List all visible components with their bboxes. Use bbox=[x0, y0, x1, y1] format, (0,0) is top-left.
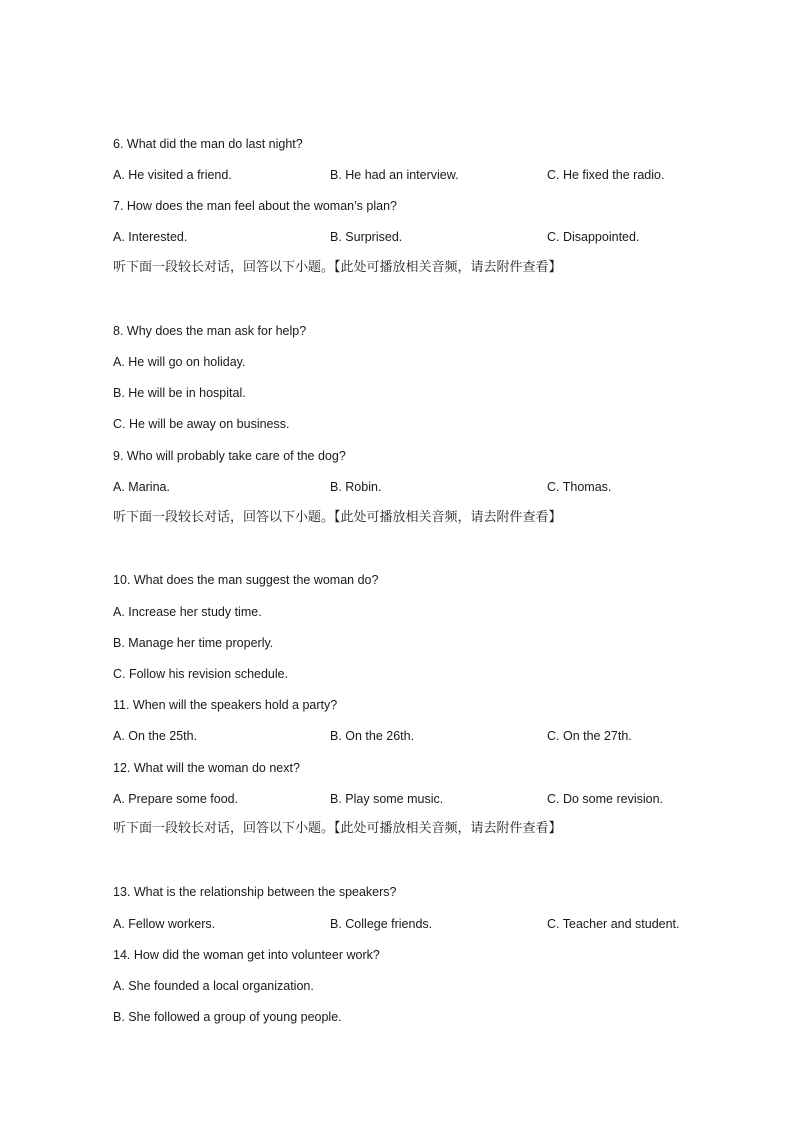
q6-option-b: B. He had an interview. bbox=[330, 168, 459, 182]
question-13: 13. What is the relationship between the speakers? bbox=[113, 885, 397, 899]
listening-instruction: 听下面一段较长对话，回答以下小题。【此处可播放相关音频，请去附件查看】 bbox=[113, 260, 562, 275]
question-12: 12. What will the woman do next? bbox=[113, 761, 300, 775]
q11-option-b: B. On the 26th. bbox=[330, 729, 415, 743]
q10-option-c: C. Follow his revision schedule. bbox=[113, 667, 289, 681]
q14-option-a: A. She founded a local organization. bbox=[113, 979, 314, 993]
q10-option-b: B. Manage her time properly. bbox=[113, 636, 274, 650]
question-6: 6. What did the man do last night? bbox=[113, 137, 303, 151]
q7-option-a: A. Interested. bbox=[113, 230, 188, 244]
q13-option-b: B. College friends. bbox=[330, 917, 433, 931]
q8-option-c: C. He will be away on business. bbox=[113, 417, 290, 431]
q11-option-c: C. On the 27th. bbox=[547, 729, 632, 743]
q6-option-c: C. He fixed the radio. bbox=[547, 168, 665, 182]
listening-instruction: 听下面一段较长对话，回答以下小题。【此处可播放相关音频，请去附件查看】 bbox=[113, 510, 562, 525]
question-8: 8. Why does the man ask for help? bbox=[113, 324, 307, 338]
q12-option-a: A. Prepare some food. bbox=[113, 792, 239, 806]
q12-option-b: B. Play some music. bbox=[330, 792, 444, 806]
question-11: 11. When will the speakers hold a party? bbox=[113, 698, 338, 712]
q12-option-c: C. Do some revision. bbox=[547, 792, 664, 806]
q9-option-a: A. Marina. bbox=[113, 480, 170, 494]
question-10: 10. What does the man suggest the woman do? bbox=[113, 573, 379, 587]
q8-option-a: A. He will go on holiday. bbox=[113, 355, 246, 369]
q13-option-c: C. Teacher and student. bbox=[547, 917, 680, 931]
question-7: 7. How does the man feel about the woman’s plan? bbox=[113, 199, 397, 213]
q9-option-b: B. Robin. bbox=[330, 480, 382, 494]
q10-option-a: A. Increase her study time. bbox=[113, 605, 262, 619]
question-9: 9. Who will probably take care of the dog? bbox=[113, 449, 346, 463]
q8-option-b: B. He will be in hospital. bbox=[113, 386, 246, 400]
listening-instruction: 听下面一段较长对话，回答以下小题。【此处可播放相关音频，请去附件查看】 bbox=[113, 821, 562, 836]
q6-option-a: A. He visited a friend. bbox=[113, 168, 232, 182]
q11-option-a: A. On the 25th. bbox=[113, 729, 198, 743]
q7-option-c: C. Disappointed. bbox=[547, 230, 640, 244]
q7-option-b: B. Surprised. bbox=[330, 230, 403, 244]
q13-option-a: A. Fellow workers. bbox=[113, 917, 216, 931]
q14-option-b: B. She followed a group of young people. bbox=[113, 1010, 342, 1024]
question-14: 14. How did the woman get into volunteer work? bbox=[113, 948, 380, 962]
q9-option-c: C. Thomas. bbox=[547, 480, 612, 494]
